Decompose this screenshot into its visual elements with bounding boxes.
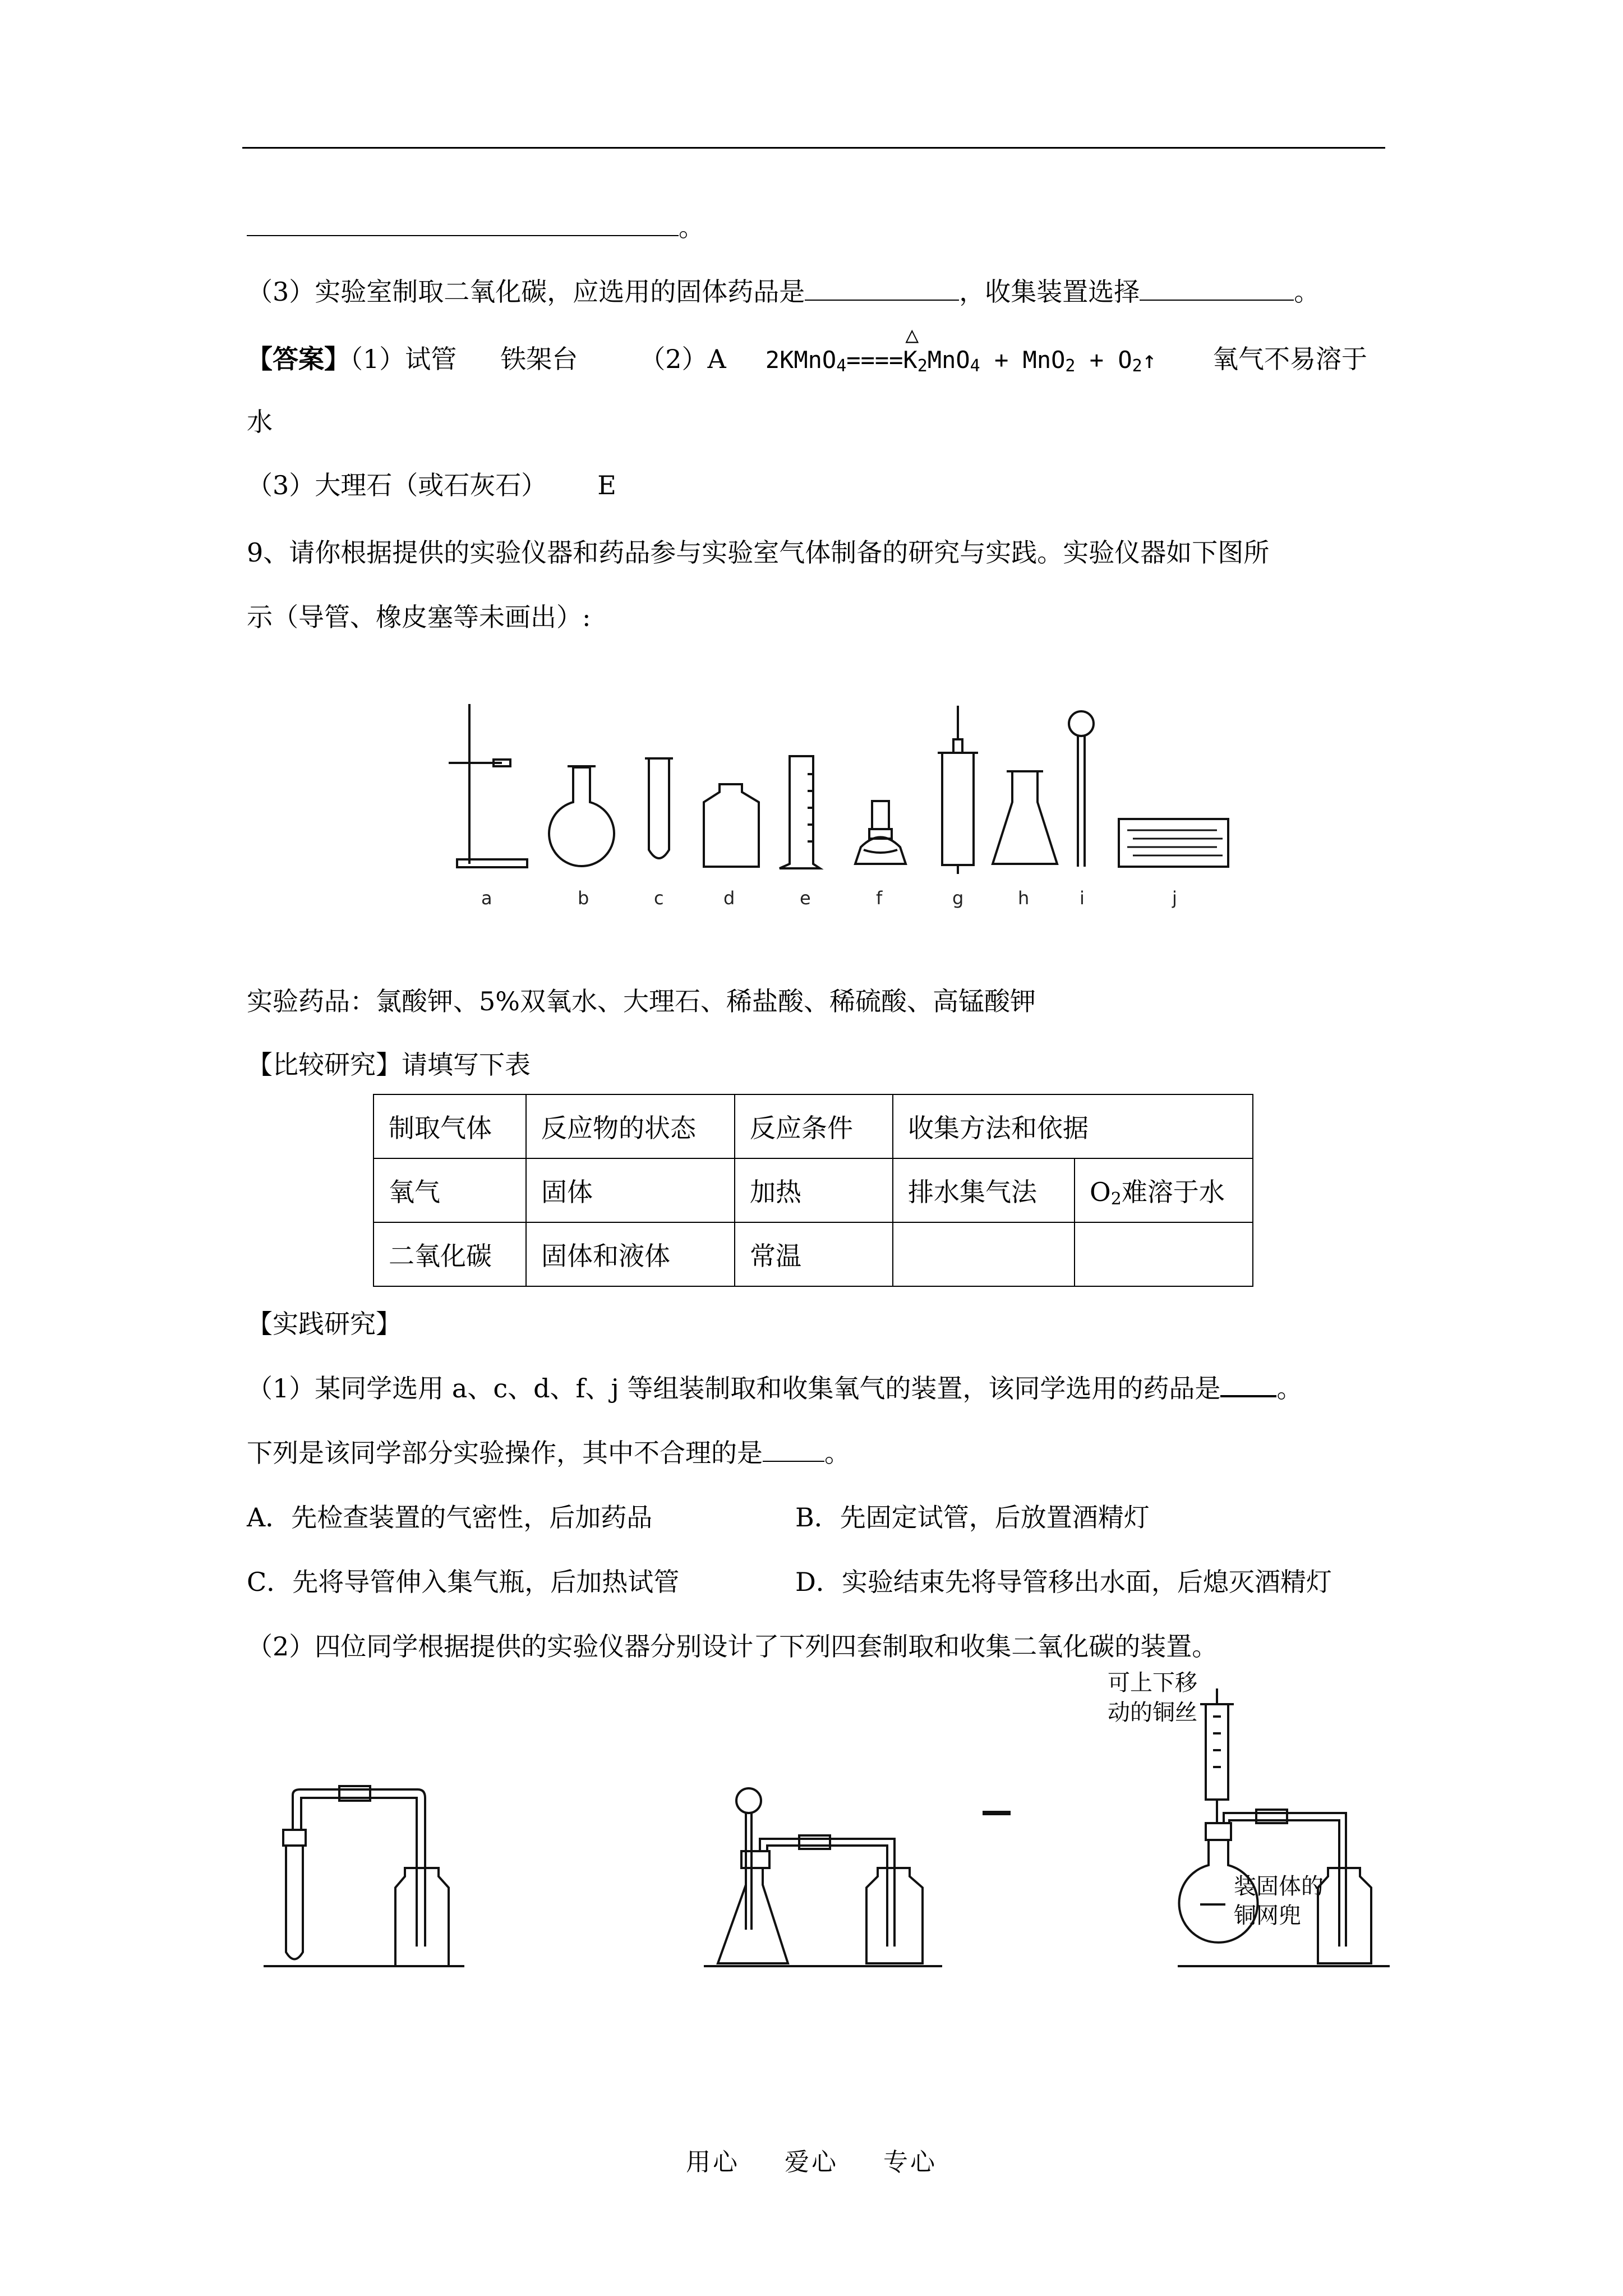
- note-copper-wire-2: 动的铜丝: [1108, 1700, 1197, 1726]
- footer-item: 用心: [686, 2148, 740, 2177]
- label-b: b: [578, 887, 589, 909]
- cell: 二氧化碳: [374, 1222, 526, 1286]
- cell: 加热: [735, 1158, 893, 1222]
- period: 。: [1294, 277, 1320, 307]
- footer-item: 专心: [883, 2148, 937, 2177]
- answer-tail2: 水: [247, 407, 273, 437]
- answer-part3: （3）大理石（或石灰石）: [247, 470, 547, 500]
- equation: 2KMnO$_4$ △ $====K_2MnO_4 + MnO_2$ + $O_2↑$: [766, 346, 1156, 374]
- cell: 常温: [735, 1222, 893, 1286]
- setup-4-icon: [1178, 1688, 1390, 1966]
- answer-part2: （2）A: [639, 344, 726, 374]
- cell: 氧气: [374, 1158, 526, 1222]
- heat-symbol: △: [905, 322, 919, 348]
- label-g: g: [952, 887, 964, 909]
- option-c: C．先将导管伸入集气瓶，后加热试管: [247, 1567, 680, 1597]
- cell: 固体和液体: [526, 1222, 735, 1286]
- setup-2-icon: [704, 1788, 942, 1966]
- header-condition: 反应条件: [735, 1094, 893, 1158]
- answer-tail: 氧气不易溶于: [1212, 344, 1367, 374]
- answer-part1b: 铁架台: [500, 344, 578, 374]
- period: 。: [679, 212, 704, 242]
- p2-line: （2）四位同学根据提供的实验仪器分别设计了下列四套制取和收集二氧化碳的装置。: [247, 1631, 1218, 1662]
- p1-line1: （1）某同学选用 a、c、d、f、j 等组装制取和收集氧气的装置，该同学选用的药品是 。: [247, 1373, 1303, 1404]
- q9-line1: 9、请你根据提供的实验仪器和药品参与实验室气体制备的研究与实践。实验仪器如下图所: [247, 537, 1270, 568]
- option-a: A．先检查装置的气密性，后加药品: [247, 1502, 653, 1533]
- option-b: B．先固定试管，后放置酒精灯: [795, 1502, 1150, 1533]
- answer-part1: （1）试管: [350, 344, 457, 374]
- label-f: f: [876, 887, 883, 909]
- q9-line2: 示（导管、橡皮塞等未画出）:: [247, 602, 591, 632]
- note-mesh-1: 装固体的: [1234, 1874, 1324, 1899]
- compare-title: 【比较研究】请填写下表: [247, 1050, 531, 1080]
- label-e: e: [800, 887, 811, 909]
- note-copper-wire-1: 可上下移: [1108, 1670, 1197, 1696]
- setup-1-icon: [264, 1786, 464, 1966]
- label-i: i: [1080, 887, 1085, 909]
- label-c: c: [654, 887, 664, 909]
- note-mesh-2: 铜网兜: [1234, 1903, 1301, 1929]
- cell: 排水集气法: [893, 1158, 1075, 1222]
- label-j: j: [1172, 887, 1177, 909]
- footer-item: 爱心: [785, 2148, 838, 2177]
- option-d: D．实验结束先将导管移出水面，后熄灭酒精灯: [795, 1567, 1332, 1597]
- answer-tag: 【答案】: [247, 344, 350, 374]
- cell-o2-reason: $O_2$难溶于水: [1075, 1158, 1253, 1222]
- page-footer: [0, 2142, 1623, 2178]
- label-d: d: [723, 887, 735, 909]
- header-gas: 制取气体: [374, 1094, 526, 1158]
- header-collection: 收集方法和依据: [893, 1094, 1253, 1158]
- drugs-line: 实验药品：氯酸钾、5%双氧水、大理石、稀盐酸、稀硫酸、高锰酸钾: [247, 986, 1036, 1016]
- answer-part3b: E: [597, 470, 616, 500]
- cell: 固体: [526, 1158, 735, 1222]
- q8-part3-text: （3）实验室制取二氧化碳，应选用的固体药品是: [247, 277, 805, 307]
- label-a: a: [481, 887, 492, 909]
- practice-title: 【实践研究】: [247, 1309, 402, 1339]
- p1-line2: 下列是该同学部分实验操作，其中不合理的是 。: [247, 1438, 850, 1468]
- label-h: h: [1018, 887, 1030, 909]
- header-reactant-state: 反应物的状态: [526, 1094, 735, 1158]
- q8-part3-mid: ，收集装置选择: [959, 277, 1140, 307]
